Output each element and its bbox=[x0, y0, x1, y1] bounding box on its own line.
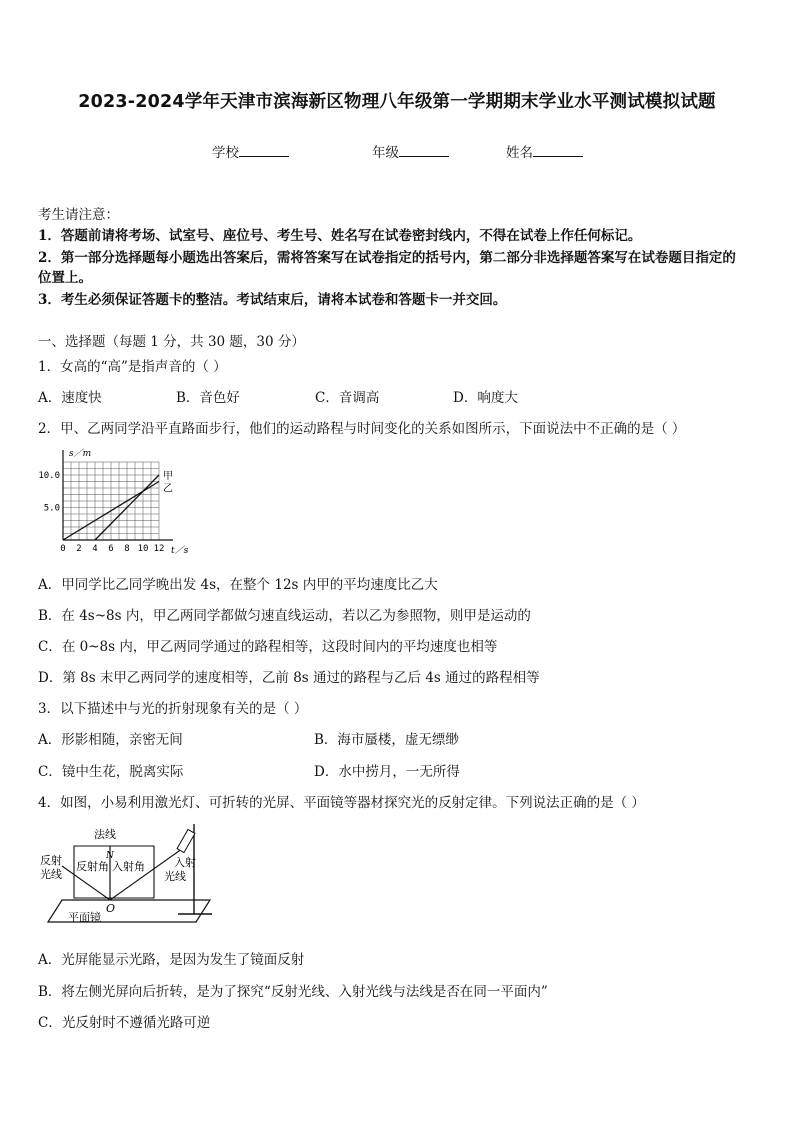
reflection-diagram-svg bbox=[36, 818, 221, 930]
page-title: 2023-2024学年天津市滨海新区物理八年级第一学期期末学业水平测试模拟试题 bbox=[78, 92, 716, 112]
incident-ray-label: 入射 bbox=[174, 856, 196, 869]
option: D．响度大 bbox=[453, 390, 518, 406]
mirror-label: 平面镜 bbox=[68, 911, 101, 924]
name-blank bbox=[533, 144, 583, 157]
x-tick-label: 12 bbox=[153, 544, 165, 554]
x-tick-label: 4 bbox=[92, 544, 98, 554]
question-stem: 4．如图，小易利用激光灯、可折转的光屏、平面镜等器材探究光的反射定律。下列说法正确的是（ ） bbox=[38, 795, 645, 811]
option: D．水中捞月，一无所得 bbox=[314, 764, 460, 780]
series-label: 乙 bbox=[163, 483, 173, 495]
option: A．甲同学比乙同学晚出发 4s，在整个 12s 内甲的平均速度比乙大 bbox=[38, 577, 438, 593]
option: C．在 0~8s 内，甲乙两同学通过的路程相等，这段时间内的平均速度也相等 bbox=[38, 639, 498, 655]
laser-pointer bbox=[177, 829, 195, 852]
option: C．光反射时不遵循光路可逆 bbox=[38, 1015, 211, 1031]
option: A．形影相随，亲密无间 bbox=[38, 732, 183, 748]
grade-blank bbox=[399, 144, 449, 157]
notice-item: 1．答题前请将考场、试室号、座位号、考生号、姓名写在试卷密封线内，不得在试卷上作任何标记。 bbox=[38, 228, 642, 244]
option: B．将左侧光屏向后折转，是为了探究“反射光线、入射光线与法线是否在同一平面内” bbox=[38, 984, 548, 1000]
x-tick-label: 10 bbox=[137, 544, 149, 554]
x-tick-label: 8 bbox=[124, 544, 130, 554]
x-tick-label: 6 bbox=[108, 544, 114, 554]
grade-field bbox=[372, 141, 449, 161]
option: B．在 4s~8s 内，甲乙两同学都做匀速直线运动，若以乙为参照物，则甲是运动的 bbox=[38, 608, 531, 624]
y-axis-label: s／m bbox=[69, 449, 92, 459]
name-field bbox=[506, 141, 583, 161]
option: A．光屏能显示光路，是因为发生了镜面反射 bbox=[38, 952, 305, 968]
reflection-diagram bbox=[36, 818, 221, 930]
option: A．速度快 bbox=[38, 390, 102, 406]
x-axis-label: t／s bbox=[171, 546, 189, 556]
series-label: 甲 bbox=[163, 471, 173, 482]
question-stem: 3．以下描述中与光的折射现象有关的是（ ） bbox=[38, 701, 308, 717]
school-field bbox=[212, 141, 289, 161]
n-label: N bbox=[106, 851, 114, 861]
y-tick-label: 10.0 bbox=[38, 471, 60, 481]
st-graph bbox=[30, 448, 210, 560]
reflected-ray-label: 光线 bbox=[40, 868, 62, 881]
notice-item: 3．考生必须保证答题卡的整洁。考试结束后，请将本试卷和答题卡一并交回。 bbox=[38, 292, 507, 308]
incident-ray-label: 光线 bbox=[164, 870, 186, 883]
y-tick-label: 5.0 bbox=[43, 503, 60, 514]
option: B．海市蜃楼，虚无缥缈 bbox=[314, 732, 459, 748]
option: C．音调高 bbox=[315, 390, 380, 406]
option: B．音色好 bbox=[176, 390, 240, 406]
o-label: O bbox=[106, 902, 116, 915]
reflected-ray-label: 反射 bbox=[40, 854, 62, 867]
section-heading: 一、选择题（每题 1 分，共 30 题，30 分） bbox=[38, 334, 305, 350]
x-tick-label: 2 bbox=[76, 544, 82, 554]
reflect-angle-label: 反射角 bbox=[76, 860, 109, 873]
question-stem: 2．甲、乙两同学沿平直路面步行，他们的运动路程与时间变化的关系如图所示，下面说法中不正确的是（ ） bbox=[38, 421, 686, 437]
x-tick-label: 0 bbox=[60, 544, 66, 554]
incident-angle-label: 入射角 bbox=[112, 860, 145, 873]
notice-item: 位置上。 bbox=[38, 270, 92, 286]
st-graph-svg bbox=[30, 448, 210, 560]
school-blank bbox=[239, 144, 289, 157]
option: C．镜中生花，脱离实际 bbox=[38, 764, 184, 780]
name-label: 姓名 bbox=[506, 145, 533, 161]
option: D．第 8s 末甲乙两同学的速度相等，乙前 8s 通过的路程与乙后 4s 通过的路程相等 bbox=[38, 670, 540, 686]
grade-label: 年级 bbox=[372, 145, 399, 161]
school-label: 学校 bbox=[212, 145, 239, 161]
normal-label: 法线 bbox=[94, 828, 116, 841]
question-stem: 1．女高的“高”是指声音的（ ） bbox=[38, 359, 227, 375]
notice-heading: 考生请注意： bbox=[38, 207, 119, 223]
notice-item: 2．第一部分选择题每小题选出答案后，需将答案写在试卷指定的括号内，第二部分非选择题答案写在试卷题目指定的 bbox=[38, 250, 736, 266]
